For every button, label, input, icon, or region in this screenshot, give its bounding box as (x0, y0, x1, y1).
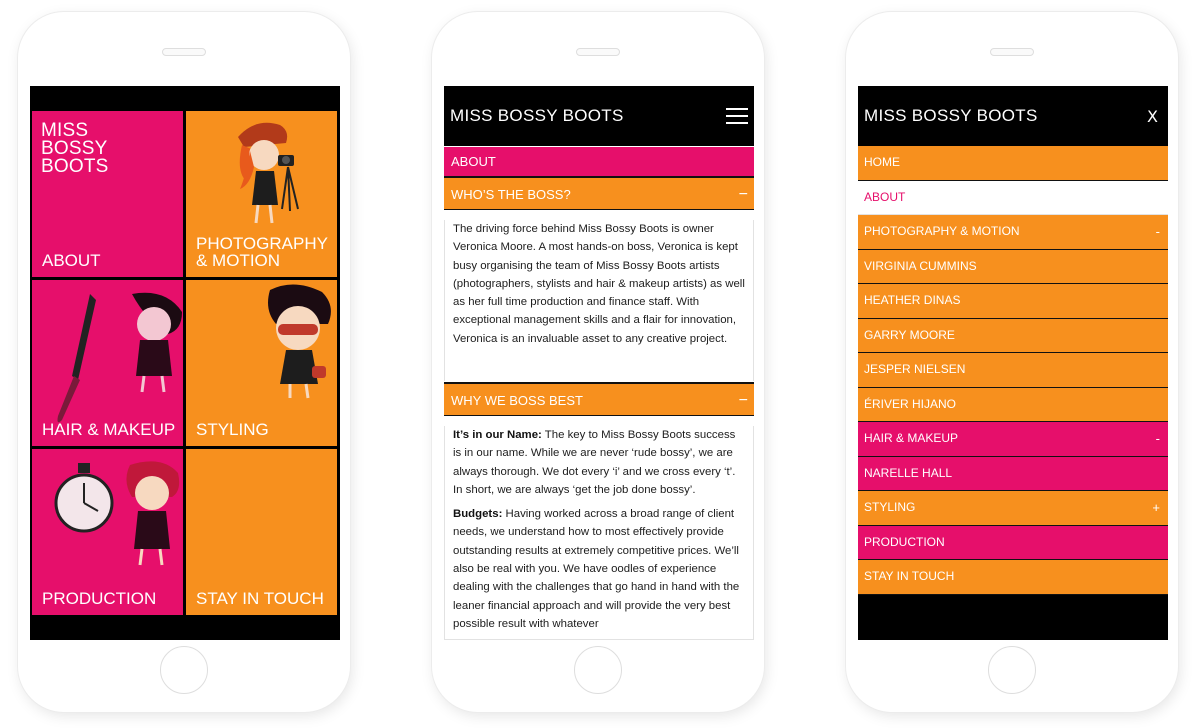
accordion-header-why-we-boss-best[interactable] (444, 382, 754, 416)
menu-item[interactable] (858, 250, 1168, 285)
menu-item[interactable] (858, 457, 1168, 492)
expand-icon[interactable]: + (1152, 500, 1160, 515)
top-bar (444, 86, 754, 146)
menu-item[interactable] (858, 526, 1168, 561)
body-paragraph (453, 426, 745, 499)
tile-label: HAIR & MAKEUP (42, 420, 176, 439)
menu-item-label: ABOUT (864, 189, 906, 204)
brand-line: MISS (41, 120, 89, 141)
menu-item[interactable] (858, 215, 1168, 250)
paragraph-text: Having worked across a broad range of client needs, we understand how to most effectively provide outstanding results at extremely competitive prices. We’ll also be real with you. We have oodles of experience dealing with the challenges that go hand in hand with the leaner financial approach and will provide the very best possible result with whatever (453, 508, 740, 630)
tile-about[interactable] (32, 111, 183, 277)
accordion-body-whos-the-boss (444, 220, 754, 381)
menu-item[interactable] (858, 388, 1168, 423)
brand-line: BOOTS (41, 156, 109, 177)
tile-label: STAY IN TOUCH (196, 589, 324, 608)
phone-speaker (990, 48, 1034, 56)
home-tile-grid (32, 111, 338, 615)
menu-item[interactable] (858, 319, 1168, 354)
menu-item[interactable] (858, 422, 1168, 457)
menu-screen (858, 86, 1168, 640)
collapse-icon[interactable]: - (1155, 431, 1160, 446)
accordion-title: WHY WE BOSS BEST (451, 393, 583, 408)
phone-speaker (162, 48, 206, 56)
menu-item[interactable] (858, 560, 1168, 595)
brand-title[interactable]: MISS BOSSY BOOTS (450, 106, 624, 125)
paragraph-lead: It’s in our Name: (453, 429, 542, 441)
phone-home-button[interactable] (574, 646, 622, 694)
collapse-icon[interactable]: − (738, 392, 748, 409)
section-title-bar: ABOUT (444, 147, 754, 176)
phone-home-button[interactable] (988, 646, 1036, 694)
tile-stay-in-touch[interactable] (186, 449, 337, 615)
menu-item-label: STYLING (864, 500, 916, 514)
home-brand-logo[interactable] (41, 122, 131, 176)
menu-item-label: HOME (864, 155, 900, 169)
menu-item-label: GARRY MOORE (864, 327, 955, 342)
paragraph-lead: Budgets: (453, 508, 503, 521)
nav-menu (858, 146, 1168, 595)
menu-item[interactable] (858, 181, 1168, 216)
menu-item-label: JESPER NIELSEN (864, 362, 966, 376)
tile-hair-makeup[interactable] (32, 280, 183, 446)
menu-item[interactable] (858, 491, 1168, 526)
menu-item-label: NARELLE HALL (864, 465, 953, 480)
menu-item-label: HEATHER DINAS (864, 293, 961, 307)
menu-item-label: HAIR & MAKEUP (864, 431, 959, 445)
phone-about (432, 12, 764, 712)
phone-speaker (576, 48, 620, 56)
tile-photography-motion[interactable] (186, 111, 337, 277)
tile-label: PRODUCTION (42, 589, 157, 608)
brand-line: BOSSY (41, 138, 108, 159)
body-paragraph: The driving force behind Miss Bossy Boots is owner Veronica Moore. A most hands-on boss, Veronica is kept busy organising the team of Miss Bossy Boots artists (photographers, stylists and hair & makeup artists) as well as her full time production and finance staff. With exceptional management skills and a flair for innovation, Veronica is an invaluable asset to any creative project. (453, 223, 745, 345)
phone-menu (846, 12, 1178, 712)
accordion-body-why-we-boss-best (444, 426, 754, 640)
menu-item[interactable] (858, 284, 1168, 319)
phone-home (18, 12, 350, 712)
tile-production[interactable] (32, 449, 183, 615)
brand-title[interactable]: MISS BOSSY BOOTS (864, 106, 1038, 125)
menu-item-label: PRODUCTION (864, 534, 945, 549)
menu-item-label: PHOTOGRAPHY & MOTION (864, 224, 1020, 238)
close-icon[interactable]: X (1147, 106, 1158, 126)
hamburger-icon[interactable] (726, 108, 748, 124)
about-screen (444, 86, 754, 640)
accordion-header-whos-the-boss[interactable] (444, 176, 754, 210)
home-screen (30, 86, 340, 640)
menu-item[interactable] (858, 146, 1168, 181)
collapse-icon[interactable]: - (1155, 224, 1160, 239)
body-paragraph (453, 505, 745, 633)
menu-item-label: VIRGINIA CUMMINS (864, 258, 977, 273)
collapse-icon[interactable]: − (738, 186, 748, 203)
accordion-title: WHO’S THE BOSS? (451, 187, 571, 202)
phone-home-button[interactable] (160, 646, 208, 694)
top-bar (858, 86, 1168, 146)
tile-label: PHOTOGRAPHY & MOTION (196, 234, 328, 270)
menu-item-label: ÉRIVER HIJANO (864, 396, 957, 411)
menu-item-label: STAY IN TOUCH (864, 569, 955, 583)
paragraph-text: The key to Miss Bossy Boots success is in our name. While we are never ‘rude bossy’, we are always thorough. We dot every ‘i’ and we cross every ‘t’. In short, we are always ‘get the job done bossy’. (453, 429, 736, 496)
tile-label: ABOUT (42, 251, 101, 270)
tile-styling[interactable] (186, 280, 337, 446)
menu-item[interactable] (858, 353, 1168, 388)
tile-label: STYLING (196, 420, 269, 439)
